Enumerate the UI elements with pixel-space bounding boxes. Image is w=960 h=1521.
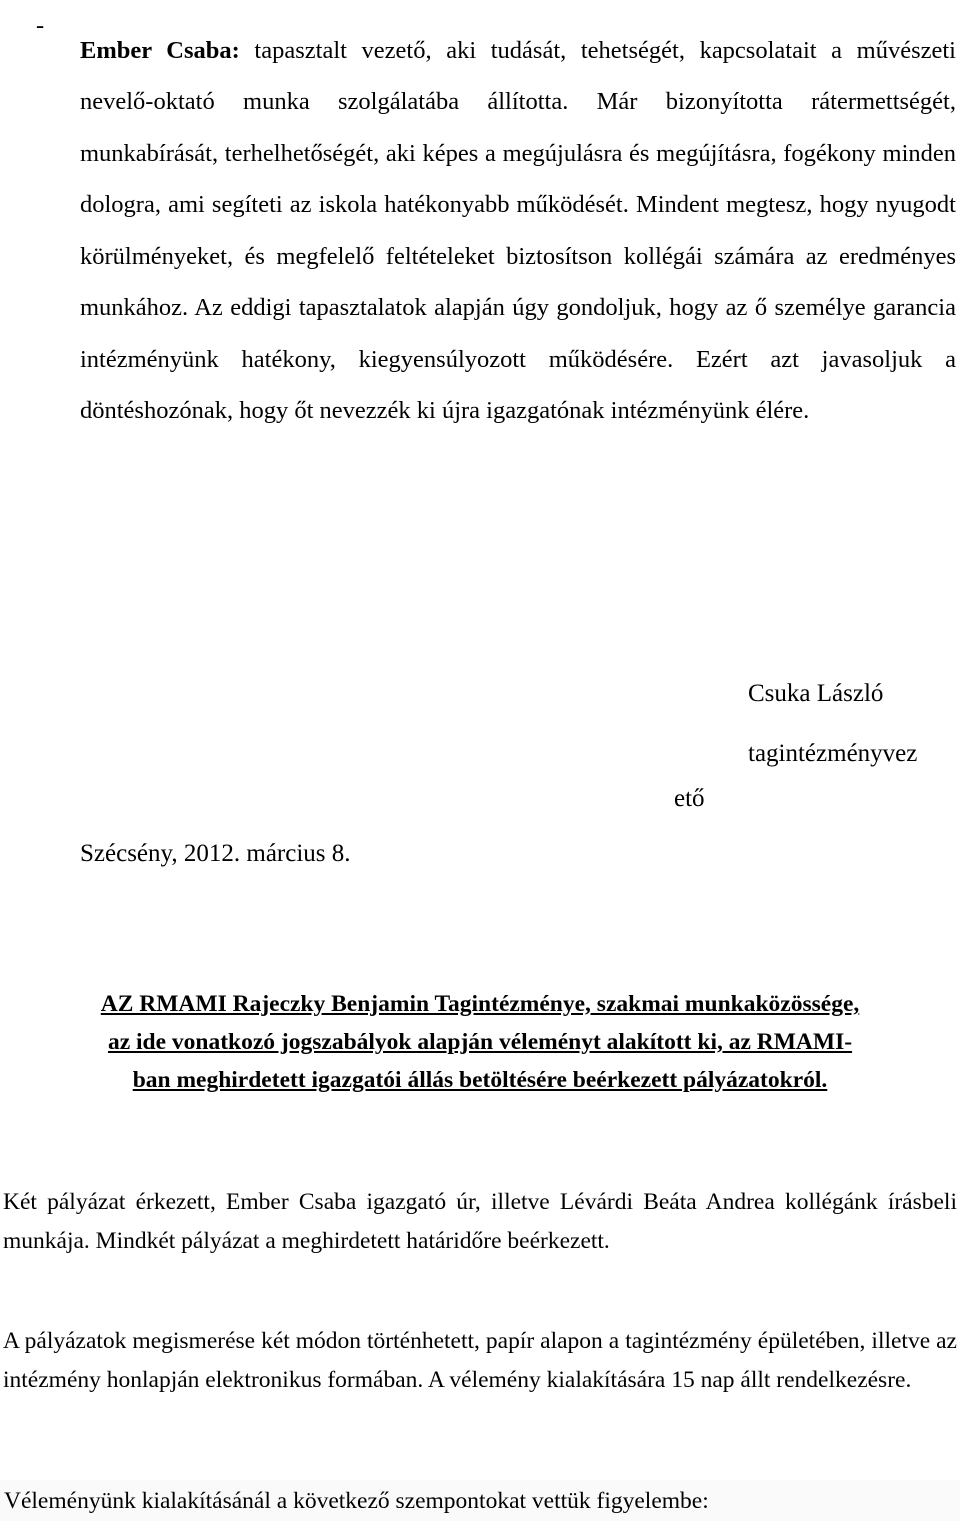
place-and-date: Szécsény, 2012. március 8. [80,840,351,867]
heading-line-3: ban meghirdetett igazgatói állás betöltésére beérkezett pályázatokról. [132,1067,828,1093]
section-heading [0,985,960,1099]
candidate-name: Ember Csaba: [80,36,240,64]
applications-paragraph: Két pályázat érkezett, Ember Csaba igazgató úr, illetve Lévárdi Beáta Andrea kollégánk írásbeli munkája. Mindkét pályázat a meghirdetett határidőre beérkezett. [3,1189,957,1254]
signatory-title-part2: ető [674,785,705,812]
signatory-name: Csuka László [748,680,884,707]
signatory-title-part1: tagintézményvez [748,740,918,767]
review-method-paragraph: A pályázatok megismerése két módon történhetett, papír alapon a tagintézmény épületében, illetve az intézmény honlapján elektronikus formában. A vélemény kialakítására 15 nap állt rendelkezésre. [3,1328,957,1393]
candidate-evaluation-text: tapasztalt vezető, aki tudását, tehetségét, kapcsolatait a művészeti nevelő-oktató munka szolgálatába állította. Már bizonyította rátermettségét, munkabírását, terhelhetőségét, aki képes a megújulásra és megújításra, fogékony minden dologra, ami segíteti az iskola hatékonyabb működését. Mindent megtesz, hogy nyugodt körülményeket, és megfelelő feltételeket biztosítson kollégái számára az eredményes munkához. Az eddigi tapasztalatok alapján úgy gondoljuk, hogy az ő személye garancia intézményünk hatékony, kiegyensúlyozott működésére. Ezért azt javasoljuk a döntéshozónak, hogy őt nevezzék ki újra igazgatónak intézményünk élére. [80,36,956,424]
heading-line-2: az ide vonatkozó jogszabályok alapján véleményt alakított ki, az RMAMI- [107,1029,853,1055]
candidate-evaluation-paragraph [80,25,956,437]
criteria-intro-paragraph: Véleményünk kialakításánál a következő szempontokat vettük figyelembe: [4,1488,709,1514]
bullet-dash: - [36,12,45,39]
heading-line-1: AZ RMAMI Rajeczky Benjamin Tagintézménye, szakmai munkaközössége, [100,991,860,1017]
